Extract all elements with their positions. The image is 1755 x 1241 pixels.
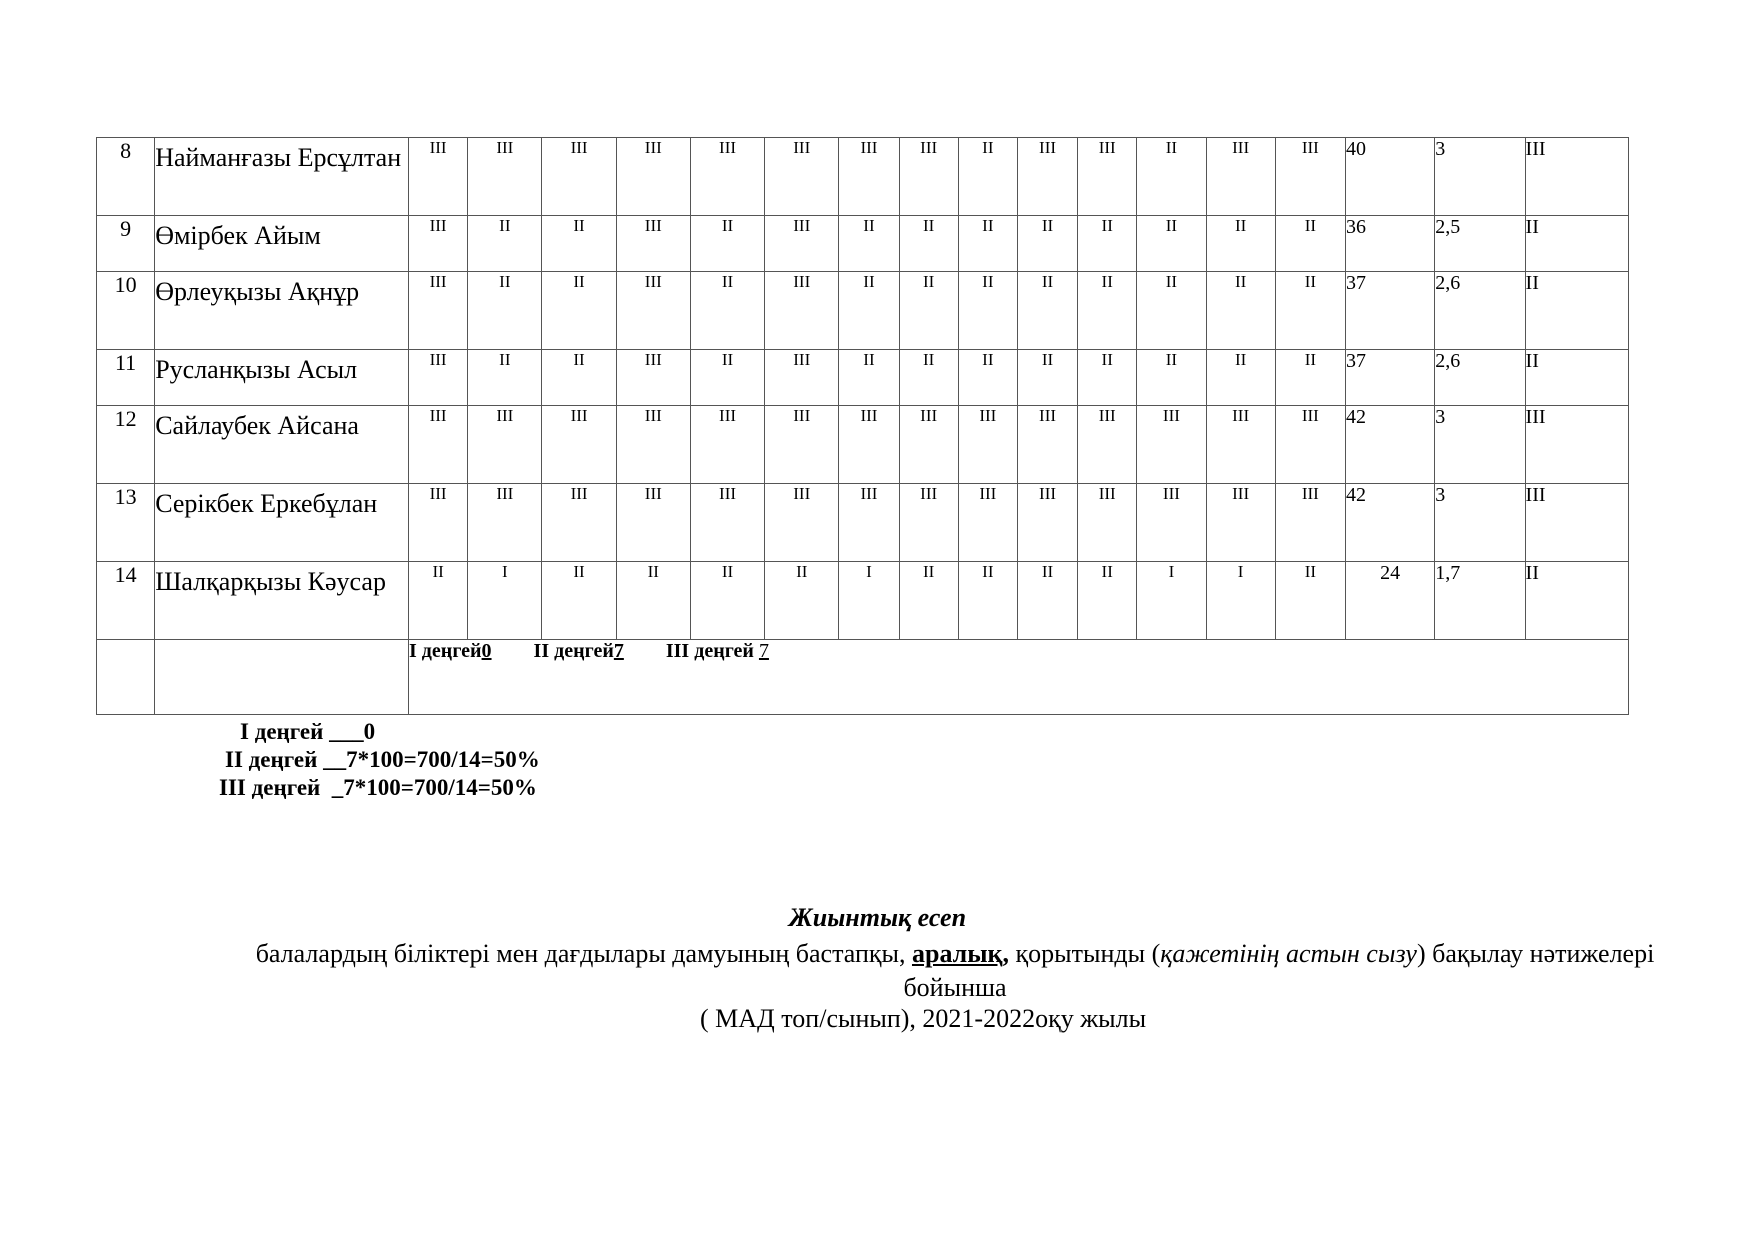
criterion-mark: I — [1206, 562, 1275, 640]
row-number: 11 — [97, 350, 155, 406]
criterion-mark: II — [839, 216, 899, 272]
average-score: 1,7 — [1435, 562, 1525, 640]
criterion-mark: III — [765, 484, 839, 562]
criterion-mark: III — [1078, 406, 1137, 484]
criterion-mark: III — [542, 138, 616, 216]
criterion-mark: III — [765, 350, 839, 406]
criterion-mark: II — [1206, 272, 1275, 350]
criterion-mark: II — [690, 216, 764, 272]
criterion-mark: II — [409, 562, 468, 640]
criterion-mark: II — [616, 562, 690, 640]
total-score: 42 — [1345, 484, 1434, 562]
criterion-mark: II — [958, 350, 1017, 406]
criterion-mark: II — [1078, 216, 1137, 272]
subtitle-instruction: қажетінің астын сызу — [1160, 939, 1417, 968]
criterion-mark: III — [899, 406, 958, 484]
criterion-mark: III — [616, 216, 690, 272]
criterion-mark: II — [1078, 272, 1137, 350]
criterion-mark: II — [1137, 138, 1206, 216]
criterion-mark: III — [765, 406, 839, 484]
criterion-mark: III — [1017, 484, 1077, 562]
criterion-mark: II — [468, 272, 542, 350]
criterion-mark: II — [1275, 272, 1345, 350]
criterion-mark: II — [1275, 216, 1345, 272]
criterion-mark: III — [1206, 484, 1275, 562]
level-result: II — [1525, 272, 1628, 350]
child-name: Өмірбек Айым — [155, 216, 409, 272]
criterion-mark: III — [690, 406, 764, 484]
total-score: 36 — [1345, 216, 1434, 272]
level-result: II — [1525, 350, 1628, 406]
criterion-mark: III — [1275, 406, 1345, 484]
total-score: 37 — [1345, 272, 1434, 350]
criterion-mark: II — [1137, 272, 1206, 350]
table-row — [97, 138, 1629, 216]
average-score: 3 — [1435, 484, 1525, 562]
criterion-mark: II — [1206, 350, 1275, 406]
criterion-mark: II — [958, 562, 1017, 640]
criterion-mark: II — [899, 272, 958, 350]
average-score: 2,6 — [1435, 272, 1525, 350]
criterion-mark: III — [899, 484, 958, 562]
criterion-mark: III — [1275, 484, 1345, 562]
criterion-mark: II — [1206, 216, 1275, 272]
summary-level-1 — [409, 640, 492, 662]
criterion-mark: II — [958, 138, 1017, 216]
criterion-mark: II — [1078, 562, 1137, 640]
table-row — [97, 562, 1629, 640]
summary-level-3-label: III деңгей — [665, 640, 759, 662]
table-body — [97, 138, 1629, 715]
table-row — [97, 216, 1629, 272]
criterion-mark: III — [542, 406, 616, 484]
summary-level-2 — [534, 640, 624, 662]
summary-levels-cell — [409, 640, 1629, 715]
criterion-mark: III — [468, 406, 542, 484]
criterion-mark: III — [409, 272, 468, 350]
level-result: III — [1525, 406, 1628, 484]
summary-level-1-label: I деңгей — [409, 640, 482, 662]
total-score: 40 — [1345, 138, 1434, 216]
child-name: Шалқарқызы Кәусар — [155, 562, 409, 640]
criterion-mark: III — [690, 138, 764, 216]
criterion-mark: II — [690, 350, 764, 406]
criterion-mark: III — [468, 484, 542, 562]
level-result: II — [1525, 562, 1628, 640]
subtitle-text-a: балалардың біліктері мен дағдылары дамуының бастапқы, — [255, 939, 912, 968]
criterion-mark: III — [1206, 406, 1275, 484]
assessment-table — [96, 137, 1629, 715]
criterion-mark: III — [409, 138, 468, 216]
subtitle-text-c: ) бақылау нәтижелері бойынша — [903, 939, 1655, 1002]
subtitle-text-b: қорытынды ( — [1009, 939, 1161, 968]
criterion-mark: II — [1017, 272, 1077, 350]
level-3-result: III деңгей _7*100=700/14=50% — [219, 775, 537, 800]
total-score: 24 — [1345, 562, 1434, 640]
criterion-mark: II — [1017, 216, 1077, 272]
average-score: 3 — [1435, 138, 1525, 216]
average-score: 2,5 — [1435, 216, 1525, 272]
table-row — [97, 484, 1629, 562]
criterion-mark: III — [542, 484, 616, 562]
criterion-mark: III — [409, 350, 468, 406]
criterion-mark: III — [690, 484, 764, 562]
criterion-mark: II — [899, 350, 958, 406]
table-row — [97, 272, 1629, 350]
row-number: 8 — [97, 138, 155, 216]
criterion-mark: III — [958, 484, 1017, 562]
summary-empty-cell — [155, 640, 409, 715]
criterion-mark: III — [1275, 138, 1345, 216]
row-number: 9 — [97, 216, 155, 272]
level-2-result: II деңгей __7*100=700/14=50% — [225, 747, 540, 772]
level-result: II — [1525, 216, 1628, 272]
criterion-mark: II — [899, 562, 958, 640]
criterion-mark: II — [958, 272, 1017, 350]
criterion-mark: I — [839, 562, 899, 640]
average-score: 2,6 — [1435, 350, 1525, 406]
table-row — [97, 406, 1629, 484]
criterion-mark: III — [839, 138, 899, 216]
criterion-mark: III — [616, 138, 690, 216]
criterion-mark: III — [765, 272, 839, 350]
summary-level-3 — [666, 640, 769, 662]
criterion-mark: II — [542, 350, 616, 406]
summary-level-1-value: 0 — [481, 640, 492, 662]
row-number: 14 — [97, 562, 155, 640]
summary-level-2-value: 7 — [613, 640, 624, 662]
criterion-mark: III — [839, 406, 899, 484]
summary-row — [97, 640, 1629, 715]
criterion-mark: III — [1206, 138, 1275, 216]
total-score: 42 — [1345, 406, 1434, 484]
criterion-mark: II — [542, 216, 616, 272]
criterion-mark: II — [765, 562, 839, 640]
subtitle-selected-stage: аралық, — [911, 939, 1010, 968]
criterion-mark: II — [690, 272, 764, 350]
report-group-year: ( МАД топ/сынып), 2021-2022оқу жылы — [700, 1004, 1147, 1033]
summary-level-2-label: II деңгей — [533, 640, 614, 662]
child-name: Найманғазы Ерсұлтан — [155, 138, 409, 216]
summary-empty-cell — [97, 640, 155, 715]
criterion-mark: II — [542, 272, 616, 350]
criterion-mark: II — [1078, 350, 1137, 406]
child-name: Русланқызы Асыл — [155, 350, 409, 406]
criterion-mark: III — [1017, 406, 1077, 484]
criterion-mark: III — [1017, 138, 1077, 216]
criterion-mark: III — [616, 350, 690, 406]
child-name: Серікбек Еркебұлан — [155, 484, 409, 562]
criterion-mark: II — [1017, 562, 1077, 640]
criterion-mark: II — [839, 272, 899, 350]
criterion-mark: II — [899, 216, 958, 272]
criterion-mark: II — [542, 562, 616, 640]
criterion-mark: II — [1017, 350, 1077, 406]
row-number: 12 — [97, 406, 155, 484]
criterion-mark: III — [409, 216, 468, 272]
criterion-mark: III — [958, 406, 1017, 484]
row-number: 13 — [97, 484, 155, 562]
row-number: 10 — [97, 272, 155, 350]
child-name: Өрлеуқызы Ақнұр — [155, 272, 409, 350]
level-result: III — [1525, 484, 1628, 562]
criterion-mark: III — [1137, 484, 1206, 562]
criterion-mark: III — [1078, 138, 1137, 216]
criterion-mark: III — [899, 138, 958, 216]
criterion-mark: III — [409, 406, 468, 484]
criterion-mark: II — [468, 216, 542, 272]
criterion-mark: III — [616, 484, 690, 562]
criterion-mark: III — [468, 138, 542, 216]
criterion-mark: III — [839, 484, 899, 562]
table-row — [97, 350, 1629, 406]
level-1-result: I деңгей ___0 — [240, 719, 376, 744]
criterion-mark: III — [765, 138, 839, 216]
criterion-mark: I — [1137, 562, 1206, 640]
criterion-mark: I — [468, 562, 542, 640]
criterion-mark: II — [468, 350, 542, 406]
criterion-mark: III — [409, 484, 468, 562]
criterion-mark: III — [765, 216, 839, 272]
criterion-mark: II — [958, 216, 1017, 272]
criterion-mark: II — [690, 562, 764, 640]
level-result: III — [1525, 138, 1628, 216]
criterion-mark: III — [1078, 484, 1137, 562]
report-subtitle — [235, 937, 1675, 1005]
criterion-mark: III — [616, 406, 690, 484]
criterion-mark: II — [839, 350, 899, 406]
criterion-mark: II — [1275, 562, 1345, 640]
summary-level-3-value: 7 — [758, 640, 769, 662]
child-name: Сайлаубек Айсана — [155, 406, 409, 484]
total-score: 37 — [1345, 350, 1434, 406]
criterion-mark: III — [616, 272, 690, 350]
criterion-mark: II — [1137, 350, 1206, 406]
report-title: Жиынтық есеп — [788, 903, 967, 932]
criterion-mark: III — [1137, 406, 1206, 484]
average-score: 3 — [1435, 406, 1525, 484]
criterion-mark: II — [1275, 350, 1345, 406]
criterion-mark: II — [1137, 216, 1206, 272]
